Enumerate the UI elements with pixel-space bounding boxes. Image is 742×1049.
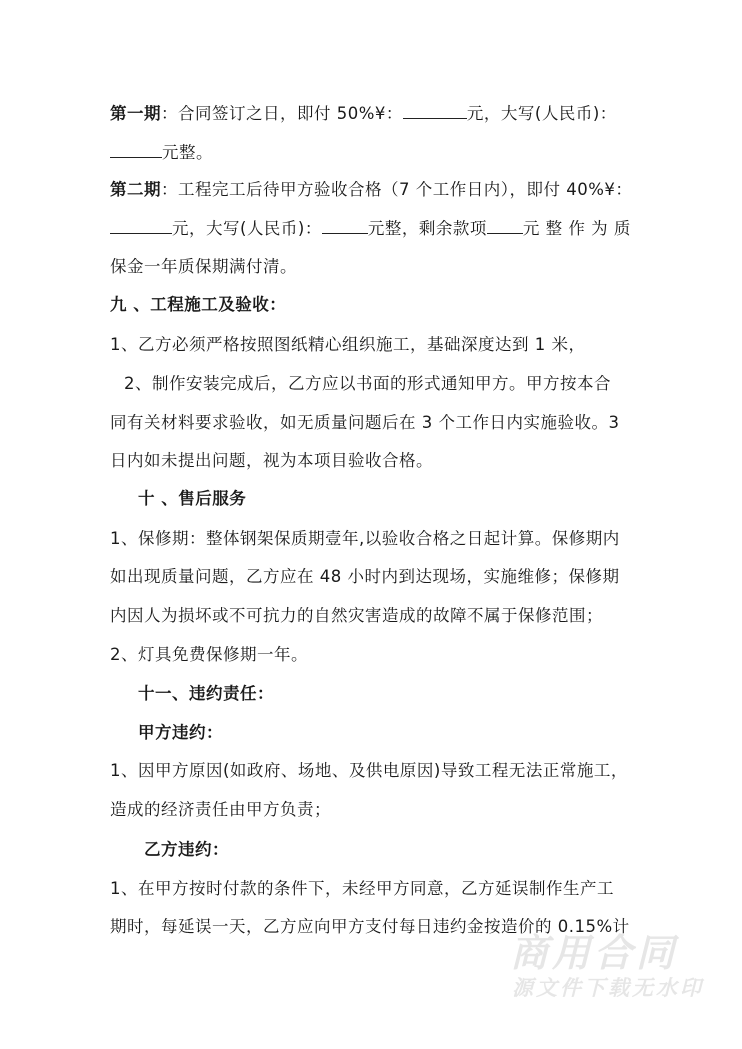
- phase-label: 第一期: [110, 104, 161, 123]
- payment-phase-2: [110, 179, 635, 201]
- phase-label: 第二期: [110, 180, 161, 199]
- paragraph-line: 保金一年质保期满付清。: [110, 257, 297, 276]
- section-heading-9: 九 、工程施工及验收：: [110, 295, 287, 314]
- paragraph-line: 期时，每延误一天，乙方应向甲方支付每日违约金按造价的 0.15%计: [110, 917, 630, 936]
- text: 元整。: [162, 143, 213, 162]
- paragraph-line: 日内如未提出问题，视为本项目验收合格。: [110, 451, 433, 470]
- subheading-party-b: 乙方违约：: [144, 840, 229, 859]
- section-heading-11: 十一、违约责任：: [138, 684, 274, 703]
- text: ：工程完工后待甲方验收合格（7 个工作日内），即付 40%¥：: [161, 180, 633, 199]
- paragraph-line: 如出现质量问题，乙方应在 48 小时内到达现场，实施维修；保修期: [110, 567, 620, 586]
- payment-phase-1: [110, 102, 635, 125]
- blank-field: [110, 217, 172, 234]
- watermark-title: 商用合同: [510, 931, 679, 975]
- text: 元整，剩余款项: [367, 219, 487, 238]
- paragraph-line: 1、因甲方原因(如政府、场地、及供电原因)导致工程无法正常施工，: [110, 761, 628, 780]
- text: ：合同签订之日，即付 50%¥：: [161, 104, 403, 123]
- text: 元 整 作 为 质: [522, 219, 631, 238]
- text: 元，大写(人民币)：: [466, 104, 617, 123]
- blank-field: [487, 217, 523, 234]
- section-heading-10: 十 、售后服务: [138, 489, 247, 508]
- blank-field: [322, 217, 368, 234]
- paragraph-line: [110, 217, 635, 240]
- text: 元，大写(人民币)：: [172, 219, 322, 238]
- blank-field: [403, 102, 467, 119]
- paragraph-line: 1、乙方必须严格按照图纸精心组织施工，基础深度达到 1 米，: [110, 335, 586, 354]
- paragraph-line: 1、在甲方按时付款的条件下，未经甲方同意，乙方延误制作生产工: [110, 879, 614, 898]
- paragraph-line: 2、灯具免费保修期一年。: [110, 645, 308, 664]
- watermark-subtitle: 源文件下载无水印: [512, 976, 704, 1000]
- paragraph-line: [110, 141, 635, 164]
- blank-field: [110, 141, 162, 158]
- paragraph-line: 2、制作安装完成后，乙方应以书面的形式通知甲方。甲方按本合: [124, 374, 611, 393]
- paragraph-line: 同有关材料要求验收，如无质量问题后在 3 个工作日内实施验收。3: [110, 413, 620, 432]
- paragraph-line: 造成的经济责任由甲方负责；: [110, 800, 331, 819]
- subheading-party-a: 甲方违约：: [138, 723, 223, 742]
- paragraph-line: 1、保修期：整体钢架保质期壹年,以验收合格之日起计算。保修期内: [110, 529, 620, 548]
- paragraph-line: 内因人为损坏或不可抗力的自然灾害造成的故障不属于保修范围；: [110, 606, 603, 625]
